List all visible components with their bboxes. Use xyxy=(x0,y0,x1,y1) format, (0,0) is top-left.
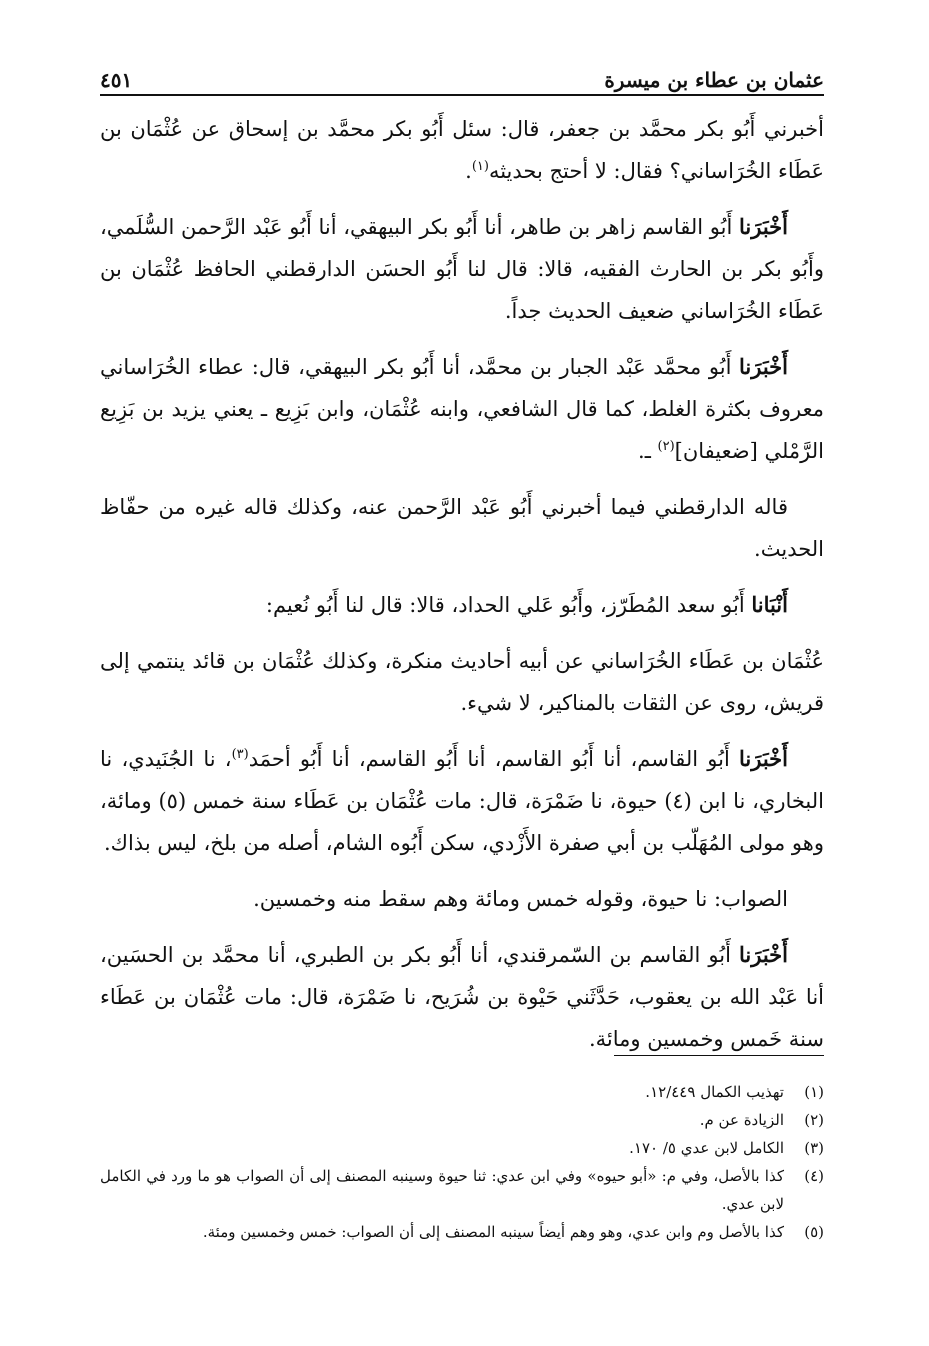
footnote-1: (١) تهذيب الكمال ١٢/٤٤٩. xyxy=(645,1083,824,1101)
chain-lead-word: أَخْبَرَنا xyxy=(739,214,788,239)
header-divider xyxy=(100,94,824,96)
paragraph-6: عُثْمَان بن عَطَاء الخُرَاساني عن أبيه أحاديث منكرة، وكذلك عُثْمَان بن قائد ينتمي إلى قريش، روى عن الثقات بالمناكير، لا شيء. xyxy=(100,649,824,715)
footnote-ref-1: (١) xyxy=(471,159,489,174)
paragraph-4: قاله الدارقطني فيما أخبرني أَبُو عَبْد الرَّحمن عنه، وكذلك قاله غيره من حفّاظ الحديث. xyxy=(100,495,824,561)
footnote-3: (٣) الكامل لابن عدي ٥/ ١٧٠. xyxy=(629,1139,824,1157)
running-title: عثمان بن عطاء بن ميسرة xyxy=(604,68,824,92)
footnote-divider xyxy=(614,1055,824,1056)
paragraph-3: أَخْبَرَنا أَبُو محمَّد عَبْد الجبار بن محمَّد، أنا أَبُو بكر البيهقي، قال: عطاء الخُرَاساني معروف بكثرة الغلط، كما قال الشافعي، وابنه عُثْمَان، وابن بَزِيع ـ يعني يزيد بن بَزِيع الرَّمْلي [ضعيفان]$^{(٢)}$ ـ. xyxy=(100,354,824,463)
page-header xyxy=(100,48,824,92)
footnote-ref-2: (٢) xyxy=(657,439,675,454)
paragraph-8: الصواب: نا حيوة، وقوله خمس ومائة وهم سقط منه وخمسين. xyxy=(253,887,788,911)
main-text xyxy=(100,108,824,1074)
chain-lead-word: أَخْبَرَنا xyxy=(739,942,788,967)
footnote-2: (٢) الزيادة عن م. xyxy=(699,1111,824,1129)
chain-lead-word: أَخْبَرَنا xyxy=(739,746,788,771)
page-number: ٤٥١ xyxy=(100,68,133,92)
footnote-4: (٤) كذا بالأصل، وفي م: «أبو حيوه» وفي ابن عدي: ثنا حيوة وسينبه المصنف إلى أن الصواب هو ما ورد في الكامل لابن عدي. xyxy=(100,1167,824,1213)
footnote-5: (٥) كذا بالأصل وم وابن عدي، وهو وهم أيضاً سينبه المصنف إلى أن الصواب: خمس وخمسين ومئة. xyxy=(202,1223,824,1241)
footnotes xyxy=(100,1078,824,1246)
paragraph-7: أَخْبَرَنا أَبُو القاسم، أنا أَبُو القاسم، أنا أَبُو القاسم، أنا أَبُو أحمَد$^{(٣)}$، نا الجُنَيدي، نا البخاري، نا ابن (٤) حيوة، نا ضَمْرَة، قال: مات عُثْمَان بن عَطَاء سنة خمس (٥) ومائة، وهو مولى المُهَلّب بن أبي صفرة الأَزْدي، سكن أَبُوه الشام، أصله من بلخ، ليس بذاك. xyxy=(100,746,824,855)
chain-lead-word: أَخْبَرَنا xyxy=(739,354,788,379)
footnote-ref-3: (٣) xyxy=(231,747,249,762)
paragraph-1: أخبرني أَبُو بكر محمَّد بن جعفر، قال: سئل أَبُو بكر محمَّد بن إسحاق عن عُثْمَان بن عَطَاء الخُرَاساني؟ فقال: لا أحتج بحديثه$^{(١)}$. xyxy=(100,117,824,183)
paragraph-2: أَخْبَرَنا أَبُو القاسم زاهر بن طاهر، أنا أَبُو بكر البيهقي، أنا أَبُو عَبْد الرَّحمن السُّلَمي، وأَبُو بكر بن الحارث الفقيه، قالا: قال لنا أَبُو الحسَن الدارقطني الحافظ عُثْمَان بن عَطَاء الخُرَاساني ضعيف الحديث جداً. xyxy=(100,214,825,323)
paragraph-9: أَخْبَرَنا أَبُو القاسم بن السّمرقندي، أنا أَبُو بكر بن الطبري، أنا محمَّد بن الحسَين، أنا عَبْد الله بن يعقوب، حَدَّثَني حَيْوة بن شُرَيح، نا ضَمْرَة، قال: مات عُثْمَان بن عَطَاء سنة خَمس وخمسين ومائة. xyxy=(100,942,824,1051)
paragraph-5: أَنْبَانا أَبُو سعد المُطَرّز، وأَبُو عَلي الحداد، قالا: قال لنا أَبُو نُعيم: xyxy=(265,592,788,617)
chain-lead-word: أَنْبَانا xyxy=(751,592,788,617)
